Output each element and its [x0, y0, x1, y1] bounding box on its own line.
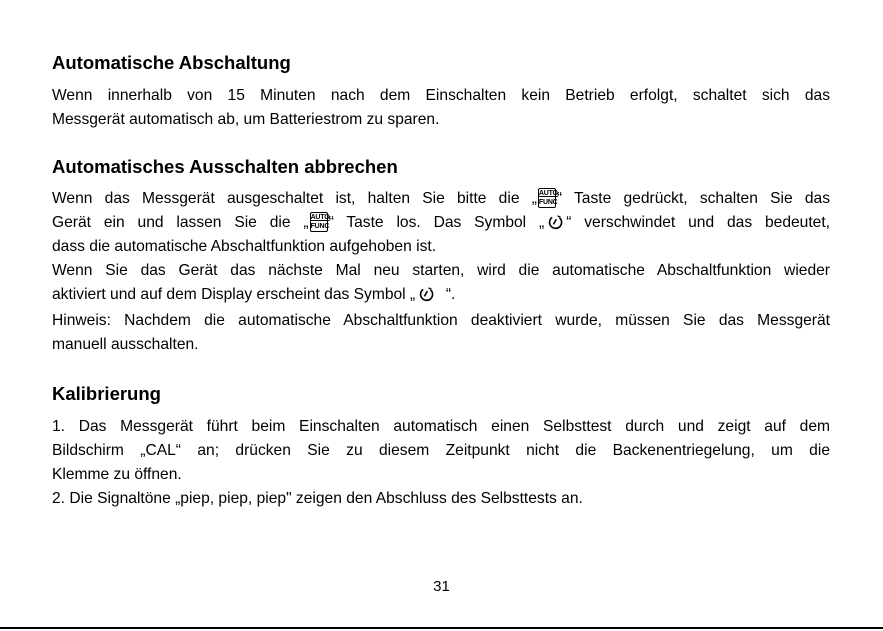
cancel-line-2-b: “ Taste los. Das Symbol „: [328, 214, 545, 231]
heading-auto-off: Automatische Abschaltung: [52, 52, 291, 73]
auto-power-off-icon: [418, 286, 434, 302]
calibration-line-4: 2. Die Signaltöne „piep, piep, piep" zeigen den Abschluss des Selbsttests an.: [52, 490, 583, 507]
auto-off-line-2: Messgerät automatisch ab, um Batteriestrom zu sparen.: [52, 111, 440, 128]
cancel-line-2-a: Gerät ein und lassen Sie die „: [52, 214, 309, 231]
auto-func-key-icon: [538, 188, 556, 208]
auto-func-key-icon: [310, 212, 328, 232]
key-label-bottom: FUNC: [538, 199, 558, 206]
cancel-line-2: [52, 211, 830, 235]
cancel-line-5-b: “.: [445, 286, 456, 303]
page-number: 31: [433, 578, 450, 595]
cancel-line-2-c: “ verschwindet und das bedeutet,: [566, 214, 831, 231]
cancel-line-3: dass die automatische Abschaltfunktion aufgehoben ist.: [52, 238, 437, 255]
cancel-line-5: [52, 283, 830, 307]
footer-divider: [0, 627, 883, 629]
cancel-line-1-b: “ Taste gedrückt, schalten Sie das: [556, 190, 830, 207]
cancel-line-1-a: Wenn das Messgerät ausgeschaltet ist, halten Sie bitte die „: [52, 190, 537, 207]
calibration-line-2: Bildschirm „CAL“ an; drücken Sie zu diesem Zeitpunkt nicht die Backenentriegelung, um die: [52, 442, 830, 459]
heading-calibration: Kalibrierung: [52, 383, 161, 404]
cancel-line-7: manuell ausschalten.: [52, 336, 199, 353]
key-label-bottom: FUNC: [310, 223, 330, 230]
heading-cancel-auto-off: Automatisches Ausschalten abbrechen: [52, 156, 398, 177]
cancel-line-4: Wenn Sie das Gerät das nächste Mal neu starten, wird die automatische Abschaltfunktion wieder: [52, 262, 830, 279]
auto-power-off-icon: [547, 214, 563, 230]
cancel-line-5-a: aktiviert und auf dem Display erscheint das Symbol „: [52, 286, 416, 303]
auto-off-line-1: Wenn innerhalb von 15 Minuten nach dem Einschalten kein Betrieb erfolgt, schaltet sich das: [52, 87, 830, 104]
key-label-top: AUTO: [310, 214, 330, 221]
cancel-line-6: Hinweis: Nachdem die automatische Abschaltfunktion deaktiviert wurde, müssen Sie das Messgerät: [52, 312, 830, 329]
cancel-line-1: [52, 187, 830, 211]
calibration-line-3: Klemme zu öffnen.: [52, 466, 182, 483]
key-label-top: AUTO: [538, 190, 558, 197]
calibration-line-1: 1. Das Messgerät führt beim Einschalten automatisch einen Selbsttest durch und zeigt auf dem: [52, 418, 830, 435]
